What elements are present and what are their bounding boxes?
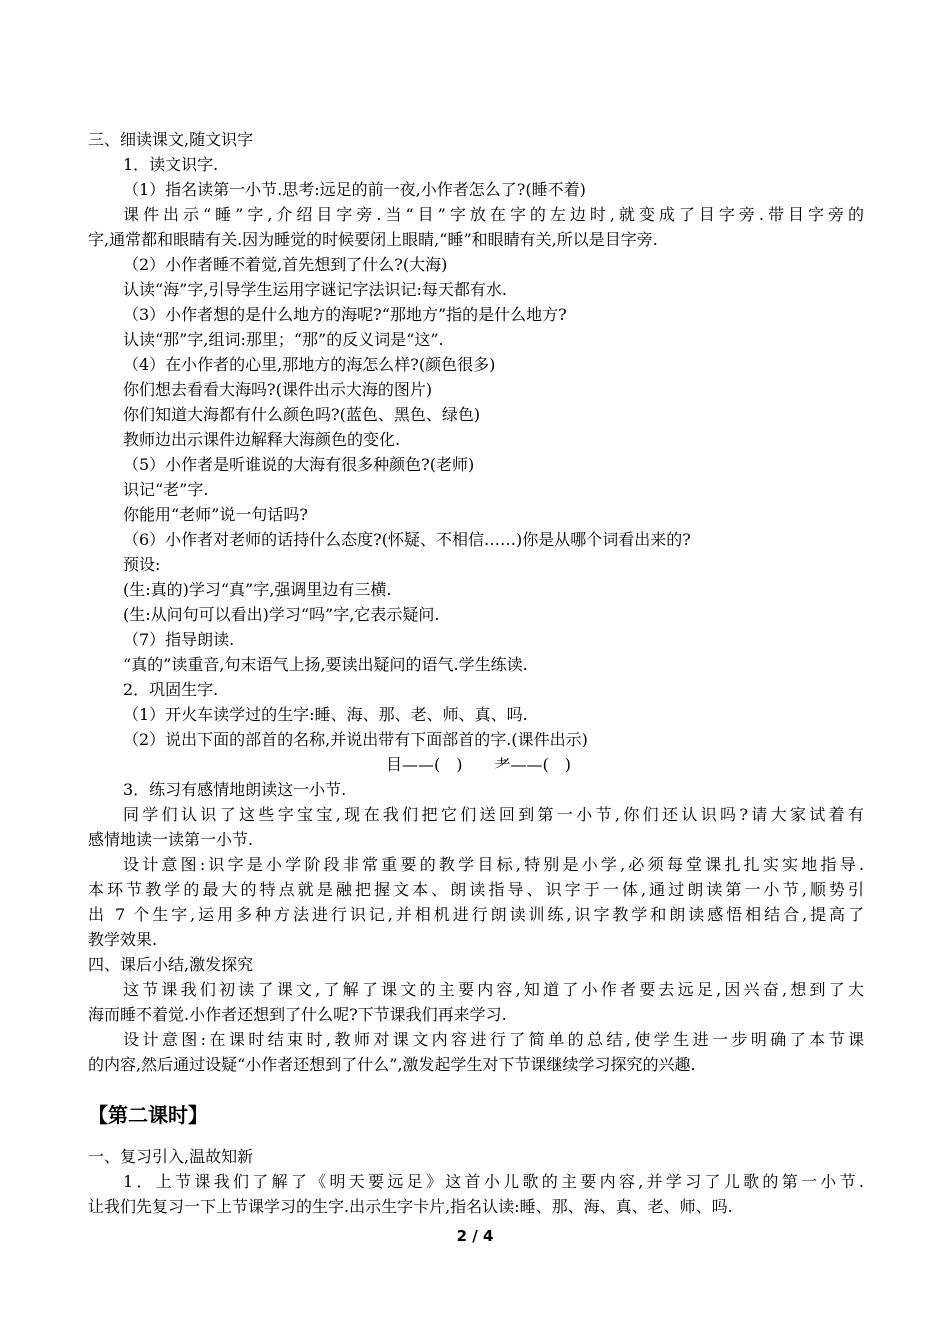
section-heading-1: 一、复习引入,温故知新 bbox=[88, 1147, 254, 1166]
design-intent-line: 教学效果. bbox=[88, 930, 158, 949]
paragraph-line: （1）指名读第一小节.思考:远足的前一夜,小作者怎么了?(睡不着) bbox=[123, 180, 586, 199]
design-intent-line: 设计意图:在课时结束时,教师对课文内容进行了简单的总结,使学生进一步明确了本节课 bbox=[123, 1030, 864, 1049]
paragraph-line: （5）小作者是听谁说的大海有很多种颜色?(老师) bbox=[123, 455, 475, 474]
paragraph-line: (生:真的)学习“真”字,强调里边有三横. bbox=[123, 580, 392, 599]
design-intent-line: 出 7 个生字,运用多种方法进行识记,并相机进行朗读训练,识字教学和朗读感悟相结合,提高了 bbox=[88, 905, 864, 924]
paragraph-line: （1）开火车读学过的生字:睡、海、那、老、师、真、吗. bbox=[123, 705, 528, 724]
design-intent-line: 的内容,然后通过设疑“小作者还想到了什么”,激发起学生对下节课继续学习探究的兴趣. bbox=[88, 1055, 696, 1074]
paragraph-line: 教师边出示课件边解释大海颜色的变化. bbox=[123, 430, 401, 449]
lesson-heading: 【第二课时】 bbox=[88, 1103, 208, 1127]
paragraph-line: （2）小作者睡不着觉,首先想到了什么?(大海) bbox=[123, 255, 448, 274]
page-number: 2 / 4 bbox=[456, 1227, 494, 1245]
paragraph-line: 这节课我们初读了课文,了解了课文的主要内容,知道了小作者要去远足,因兴奋,想到了大 bbox=[123, 980, 864, 999]
paragraph-line: 感情地读一读第一小节. bbox=[88, 830, 254, 849]
paragraph-line: 你们想去看看大海吗?(课件出示大海的图片) bbox=[123, 380, 433, 399]
design-intent-line: 设计意图:识字是小学阶段非常重要的教学目标,特别是小学,必须每堂课扎扎实实地指导. bbox=[123, 855, 864, 874]
paragraph-line: 预设: bbox=[123, 555, 161, 574]
paragraph-line: 识记“老”字. bbox=[123, 480, 209, 499]
paragraph-line: 你们知道大海都有什么颜色吗?(蓝色、黑色、绿色) bbox=[123, 405, 481, 424]
paragraph-line: 字,通常都和眼睛有关.因为睡觉的时候要闭上眼睛,“睡”和眼睛有关,所以是目字旁. bbox=[88, 230, 658, 249]
paragraph-line: （7）指导朗读. bbox=[123, 630, 235, 649]
paragraph-line: 3．练习有感情地朗读这一小节. bbox=[123, 780, 347, 799]
paragraph-line: （4）在小作者的心里,那地方的海怎么样?(颜色很多) bbox=[123, 355, 496, 374]
paragraph-line: 1．读文识字. bbox=[123, 155, 219, 174]
paragraph-line: 1．上节课我们了解了《明天要远足》这首小儿歌的主要内容,并学习了儿歌的第一小节. bbox=[123, 1172, 864, 1191]
paragraph-line: 让我们先复习一下上节课学习的生字.出示生字卡片,指名认读:睡、那、海、真、老、师、吗. bbox=[88, 1197, 733, 1216]
paragraph-line: 海而睡不着觉.小作者还想到了什么呢?下节课我们再来学习. bbox=[88, 1005, 507, 1024]
paragraph-line: 同学们认识了这些字宝宝,现在我们把它们送回到第一小节,你们还认识吗?请大家试着有 bbox=[123, 805, 864, 824]
paragraph-line: (生:从问句可以看出)学习“吗”字,它表示疑问. bbox=[123, 605, 440, 624]
design-intent-line: 本环节教学的最大的特点就是融把握文本、朗读指导、识字于一体,通过朗读第一小节,顺势引 bbox=[88, 880, 864, 899]
paragraph-line: 2．巩固生字. bbox=[123, 680, 219, 699]
paragraph-line: “真的”读重音,句末语气上扬,要读出疑问的语气.学生练读. bbox=[123, 655, 528, 674]
section-heading-3: 三、细读课文,随文识字 bbox=[88, 130, 254, 149]
paragraph-line: 你能用“老师”说一句话吗? bbox=[123, 505, 308, 524]
paragraph-line: （6）小作者对老师的话持什么态度?(怀疑、不相信……)你是从哪个词看出来的? bbox=[123, 530, 691, 549]
radical-exercise-line: 目——( ) 耂——( ) bbox=[386, 755, 571, 774]
paragraph-line: 认读“海”字,引导学生运用字谜记字法识记:每天都有水. bbox=[123, 280, 507, 299]
paragraph-line: 认读“那”字,组词:那里；“那”的反义词是“这”. bbox=[123, 330, 444, 349]
paragraph-line: （3）小作者想的是什么地方的海呢?“那地方”指的是什么地方? bbox=[123, 305, 567, 324]
paragraph-line: 课件出示“睡”字,介绍目字旁.当“目”字放在字的左边时,就变成了目字旁.带目字旁的 bbox=[123, 205, 864, 224]
paragraph-line: （2）说出下面的部首的名称,并说出带有下面部首的字.(课件出示) bbox=[123, 730, 588, 749]
section-heading-4: 四、课后小结,激发探究 bbox=[88, 955, 254, 974]
